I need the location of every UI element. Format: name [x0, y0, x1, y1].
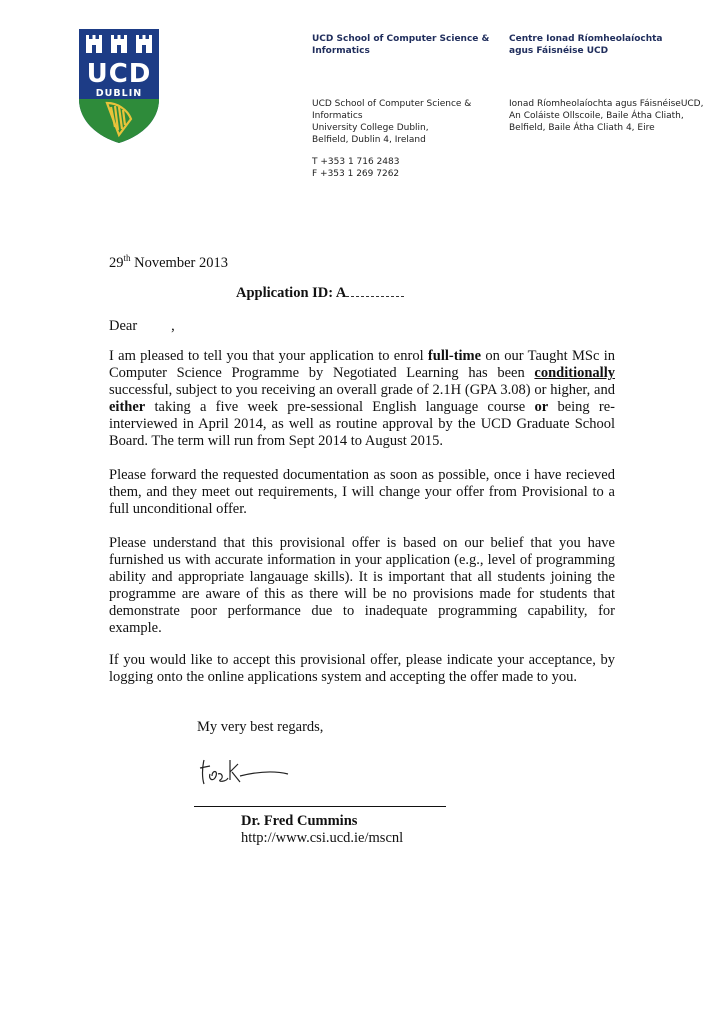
signer-url[interactable]: http://www.csi.ucd.ie/mscnl: [241, 830, 404, 846]
letter-date: 29th November 2013: [109, 253, 228, 271]
paragraph-understanding: Please understand that this provisional offer is based on our belief that you have furnished us with accurate information in your application (e.g., level of programming ability and appropriate langauage skills). It is important that all students joining the programme are aware of this as there will be no provisions made for students that demonstrate poor performance due to inadequate programming capability, for example.: [109, 535, 615, 636]
redacted-id: [346, 286, 404, 297]
application-id: Application ID: A: [236, 285, 404, 302]
paragraph-offer: I am pleased to tell you that your application to enrol full-time on our Taught MSc in Computer Science Programme by Negotiated Learning has been conditionally successful, subject to you receiving an overall grade of 2.1H (GPA 3.08) or higher, and either taking a five week pre-sessional English language course or being re-interviewed in April 2014, as well as routine approval by the UCD Graduate School Board. The term will run from Sept 2014 to August 2015.: [109, 348, 615, 449]
signer-name: Dr. Fred Cummins: [241, 813, 358, 829]
closing: My very best regards,: [197, 719, 324, 735]
fax-number: F +353 1 269 7262: [312, 169, 400, 179]
signature-line: [194, 806, 446, 807]
ucd-logo: [77, 27, 161, 145]
paragraph-accept: If you would like to accept this provisional offer, please indicate your acceptance, by logging onto the online applications system and accepting the offer made to you.: [109, 652, 615, 685]
logo-text-ucd: UCD: [86, 59, 152, 89]
logo-text-dublin: DUBLIN: [95, 88, 143, 99]
paragraph-documentation: Please forward the requested documentation as soon as possible, once i have recieved them, and they meet out requirements, I will change your offer from Provisional to a full unconditional offer.: [109, 467, 615, 517]
address-irish: Ionad Ríomheolaíochta agus FáisnéiseUCD, An Coláiste Ollscoile, Baile Átha Cliath, Belfield, Baile Átha Cliath 4, Eire: [509, 99, 704, 133]
address-english: UCD School of Computer Science & Informatics University College Dublin, Belfield, Dublin 4, Ireland T +353 1 716 2483 F +353 1 269 7262: [312, 99, 472, 179]
signature: [196, 752, 306, 792]
school-title-english: UCD School of Computer Science & Informatics: [312, 34, 490, 56]
salutation: Dear ,: [109, 318, 175, 334]
phone-number: T +353 1 716 2483: [312, 157, 400, 167]
signature-icon: [196, 752, 306, 792]
school-title-irish: Centre Ionad Ríomheolaíochta agus Fáisnéise UCD: [509, 34, 663, 56]
